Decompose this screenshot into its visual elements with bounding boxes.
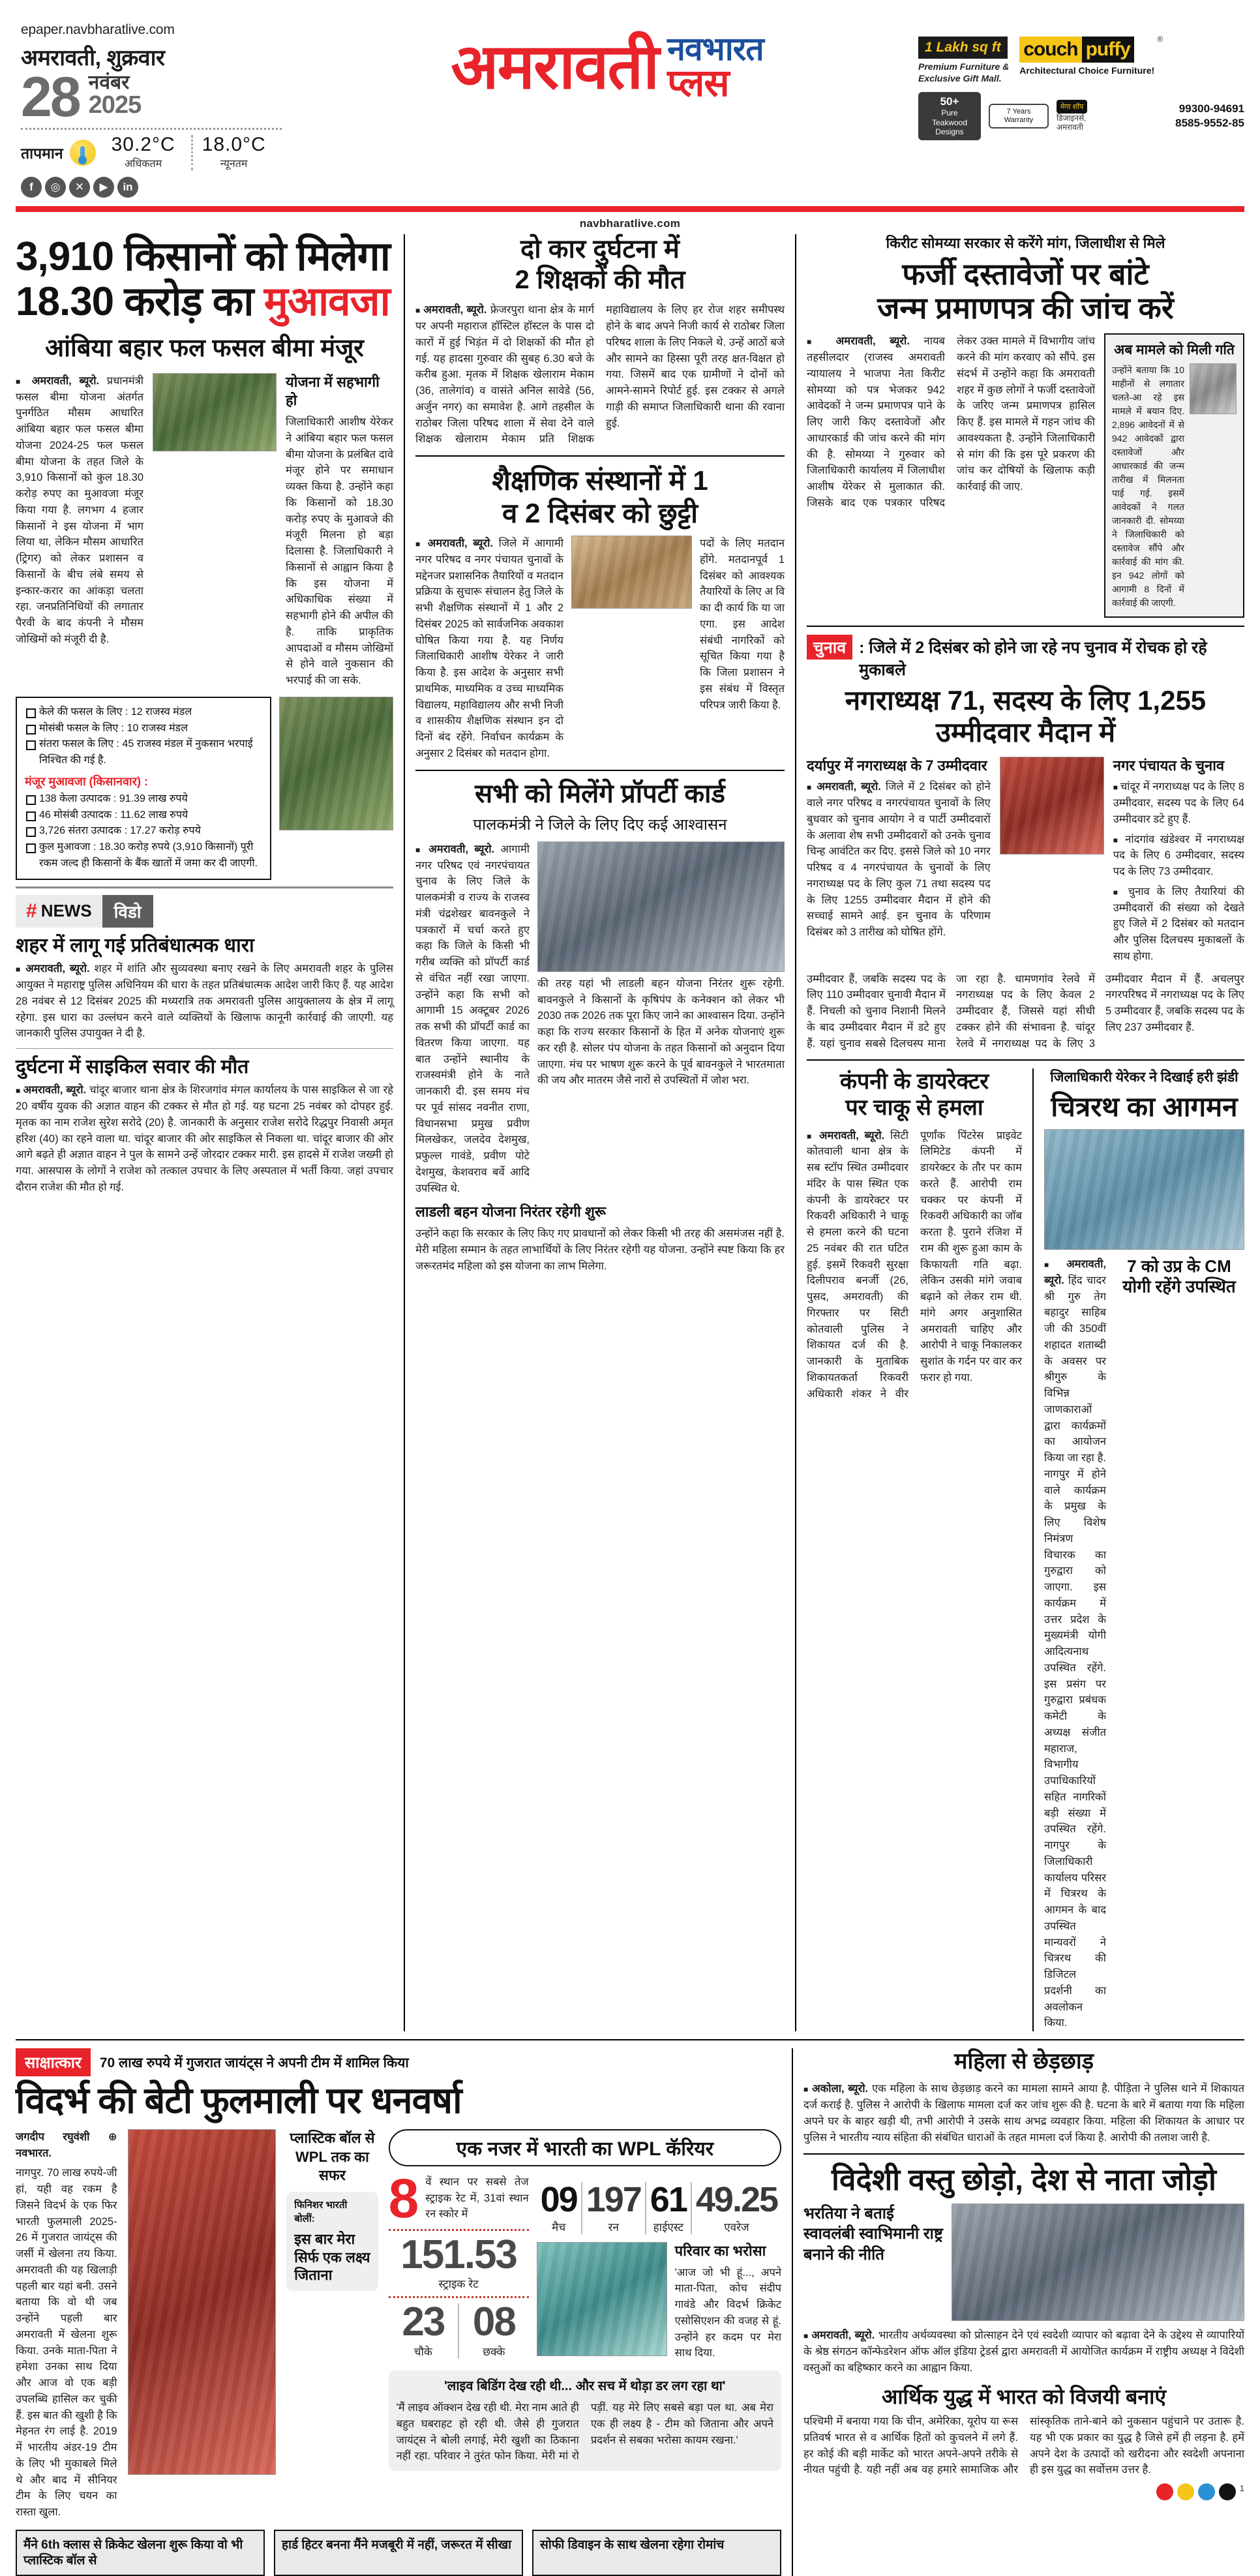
- interview-reporter: जगदीप रघुवंशी ⊕ नवभारत.: [16, 2130, 117, 2159]
- interview-band: [16, 2048, 781, 2076]
- interview-sidebox-sub: फिनिशर भारती बोलीं:: [294, 2199, 348, 2225]
- lead-side-col: [286, 373, 393, 689]
- section-divider: [415, 455, 785, 457]
- date-year: 2025: [88, 91, 142, 119]
- wpl-family-textcol: [675, 2242, 781, 2361]
- wpl-sixes-label: छक्के: [483, 2346, 505, 2359]
- lead-side-head: योजना में सहभागी हो: [286, 373, 380, 409]
- ad-phone-1[interactable]: 99300-94691: [1178, 102, 1244, 115]
- city-and-day: अमरावती, शुक्रवार: [21, 46, 165, 70]
- wpl-matches: 09: [540, 2179, 577, 2219]
- youtube-icon[interactable]: ▶: [93, 177, 114, 198]
- story-holiday-head: [415, 464, 785, 529]
- story-property-head: सभी को मिलेंगे प्रॉपर्टी कार्ड: [475, 779, 725, 808]
- sidebox-head: अब मामले को मिली गति: [1114, 342, 1235, 358]
- story-swadeshi-row: [803, 2204, 1244, 2321]
- section-divider: [807, 626, 1244, 627]
- interview-section: [16, 2048, 792, 2576]
- lower-section-divider: [16, 2039, 1244, 2040]
- story-knifeattack-head: [807, 1068, 1022, 1121]
- brand-couch: couch: [1019, 37, 1081, 63]
- infobox-list-1: [25, 705, 262, 769]
- ad-phone-numbers[interactable]: [1095, 102, 1244, 130]
- wpl-highest: 61: [650, 2179, 687, 2219]
- compensation-infobox: [16, 697, 271, 880]
- ad-dg-block: [1057, 100, 1087, 132]
- story-property-body3: की तरह यहां भी लाडली बहन योजना निरंतर शुरू रहेगी. बावनकुले ने किसानों के कृषिपंप के कनेक्शन को लेकर भी 2030 तक 2026 तक पूरा किए जाने का आश्वासन दिया. उन्होंने कहा कि राज्य सरकार किसानों के हित में अनेक योजनाएं शुरू कर रही है. सोलर पंप योजना के तहत किसानों को अनुदान दिया जाएगा. मंच पर भाषण शुरू करने के पूर्व बावनकुले ने भारतमाता की जय और मातरम जैसे नारों से उपस्थितों में जोश भरा.: [537, 977, 785, 1087]
- cricketer-batting-photo: [128, 2129, 277, 2475]
- lead-subhead: आंबिया बहार फल फसल बीमा मंजूर: [45, 334, 364, 362]
- temp-min-label: न्यूनतम: [220, 159, 248, 170]
- wpl-left-stats: [388, 2167, 529, 2361]
- interview-sidebox-quote: इस बार मेरा सिर्फ एक लक्ष्य जिताना: [294, 2231, 370, 2284]
- story-ladli-sub: लाडली बहन योजना निरंतर रहेगी शुरू: [415, 1204, 606, 1220]
- masthead: [16, 0, 1244, 202]
- election-tagband: [807, 635, 1244, 680]
- reg-dot-cyan: [1198, 2483, 1215, 2500]
- story-property-copy: आगामी नगर परिषद एवं नगरपंचायत चुनाव के लिए जिले के पालकमंत्री व राज्य के राजस्व मंत्री चंद्रशेखर बावनकुले ने पत्रकारों में चर्चा करते हुए कहा कि जिले के किसी भी गरीब व्यक्ति को प्रॉपर्टी कार्ड से वंचित नहीं रखा जाएगा. उन्होंने कहा कि सभी को आगामी 15 अक्टूबर 2026 तक सभी की प्रॉपर्टी कार्ड का वितरण किया जाएगा. यह बात उन्होंने स्थानीय के राजस्वमंत्री होने के नाते जानकारी दी. इस समय मंच पर पूर्व सांसद नवनीत राणा, विधानसभा प्रमुख प्रवीण मिलखेकर, जलदेव देशमुख, प्रफुल्ल गावंडे, प्रवीण पोटे देशमुख, केशवराव बर्वे आदि उपस्थित थे.: [415, 843, 530, 1194]
- story-property-byline: ■ अमरावती, ब्यूरो.: [415, 843, 494, 855]
- date-day: 28: [21, 65, 80, 129]
- wpl-dot-divider: [389, 2229, 529, 2231]
- column-right: [795, 234, 1244, 2031]
- date-month-year: [89, 73, 142, 121]
- registered-icon: ®: [1157, 35, 1163, 44]
- masthead-logo: [296, 22, 918, 104]
- linkedin-icon[interactable]: in: [117, 177, 138, 198]
- election-tag: चुनाव: [807, 635, 852, 659]
- wpl-title: एक नजर में भारती का WPL कॅरियर: [389, 2129, 781, 2166]
- story-knifeattack-byline: ■ अमरावती, ब्यूरो.: [807, 1130, 884, 1142]
- interview-row: [16, 2129, 781, 2521]
- logo-plus: प्लस: [667, 61, 729, 104]
- wpl-highest-label: हाईएस्ट: [653, 2220, 684, 2234]
- story-molest-head: महिला से छेड़छाड़: [954, 2049, 1094, 2074]
- chitrath-chariot-photo: [1044, 1129, 1244, 1250]
- wpl-bidding-quote: [389, 2371, 781, 2471]
- story-swadeshi-sub: भरतिया ने बताई स्वावलंबी स्वाभिमानी राष्ट्र बनाने की नीति: [803, 2205, 943, 2264]
- ad-bottom-row: [918, 92, 1244, 140]
- wpl-average: 49.25: [695, 2179, 778, 2219]
- story-prohibition-head: शहर में लागू गई प्रतिबंधात्मक धारा: [16, 934, 254, 956]
- col-c-lower-row: [807, 1068, 1244, 2031]
- ad-subline-1: Premium Furniture &: [918, 61, 1010, 72]
- story-swadeshi-photocol: [952, 2204, 1244, 2321]
- ad-warranty-badge: 7 Years Warranty: [989, 104, 1049, 129]
- ad-badge-text: Pure Teakwood Designs: [931, 108, 968, 137]
- wpl-stats-row: [388, 2167, 782, 2361]
- story-prohibition-byline: ■ अमरावती, ब्यूरो.: [16, 963, 90, 975]
- footnote-2-head: हार्ड हिटर बनना मैंने मजबूरी में नहीं, जरूरत में सीखा: [282, 2538, 512, 2552]
- interview-tag: साक्षात्कार: [16, 2048, 91, 2076]
- player-with-mother-photo: [537, 2242, 667, 2356]
- brand-puffy: puffy: [1082, 37, 1134, 63]
- masthead-red-rule: [16, 206, 1244, 212]
- ad-lakh-badge: 1 Lakh sq ft: [918, 37, 1008, 59]
- interview-strap: 70 लाख रुपये में गुजरात जायंट्स ने अपनी टीम में शामिल किया: [99, 2055, 409, 2070]
- story-birthcert-body: [807, 333, 1095, 511]
- wpl-stats-section: [389, 2129, 781, 2521]
- lead-headline-line1: 3,910 किसानों को मिलेगा: [16, 234, 390, 279]
- story-property-row: [415, 841, 785, 1197]
- story-cm-byline: ■ अमरावती, ब्यूरो.: [1044, 1258, 1106, 1286]
- wpl-family-row: [537, 2242, 781, 2361]
- story-divider: [16, 1048, 393, 1049]
- masthead-advertisement[interactable]: [918, 22, 1244, 140]
- ad-phone-2[interactable]: 8585-9552-85: [1175, 116, 1244, 129]
- story-holiday-row: [415, 536, 785, 762]
- logo-amravati: अमरावती: [451, 32, 659, 102]
- wpl-matches-label: मैच: [552, 2220, 566, 2234]
- election-head: नगराध्यक्ष 71, सदस्य के लिए 1,255 उम्मीदवार मैदान में: [845, 684, 1207, 748]
- story-property-body: [415, 841, 530, 1197]
- orchard-photo: [153, 373, 277, 451]
- story-property-sub: पालकमंत्री ने जिले के लिए दिए कई आश्वासन: [473, 815, 727, 834]
- wpl-runs-cell: [581, 2179, 645, 2234]
- story-cm-col1: [1044, 1256, 1106, 2031]
- story-holiday-head-l1: शैक्षणिक संस्थानों में 1: [492, 465, 708, 496]
- ad-badge-number: 50+: [940, 95, 959, 108]
- lead-side-body: जिलाधिकारी आशीष येरेकर ने आंबिया बहार फल फसल बीमा योजना के प्रलंबित दावे मंजूर होने पर समाधान व्यक्त किया है. उन्होंने कहा कि किसानों को 18.30 करोड़ रुपए के मुआवजे की मंजूरी मिलना हो बड़ा दिलासा है. जिलाधिकारी ने किसानों से आह्वान किया है कि इस योजना में अधिकाधिक संख्या में सहभागी होने की अपील की है. ताकि प्राकृतिक आपदाओं व मौसम जोखिमों से होने वाले नुकसान की भरपाई की जा सके.: [286, 416, 393, 687]
- wpl-fours-cell: [389, 2299, 458, 2359]
- election-row: [807, 757, 1244, 965]
- story-holiday-photocol: [571, 536, 692, 762]
- wpl-dot-divider: [389, 2296, 529, 2298]
- story-birthcert-textcol: [807, 333, 1095, 617]
- story-molest-copy: एक महिला के साथ छेड़छाड़ करने का मामला सामने आया है. पीड़िता ने पुलिस थाने में शिकायत दर्ज कराई है. पुलिस ने आरोपी के खिलाफ मामला दर्ज कर जांच शुरू की है. घटना के बारे में बताया गया कि महिला अपने घर के बाहर खड़ी थी, तभी आरोपी ने उसके साथ अभद्र व्यवहार किया. महिला की शिकायत के आधार पर पुलिस ने भारतीय न्याय संहिता की संबंधित धाराओं के तहत मामला दर्ज किया है. आरोपी की तलाश जारी है.: [803, 2083, 1244, 2144]
- ad-tagline: Architectural Choice Furniture!: [1019, 65, 1155, 76]
- interview-footnotes: [16, 2530, 781, 2576]
- story-holiday-col3: [700, 536, 785, 762]
- couchpuffy-logo: [1019, 35, 1163, 63]
- story-molest-body: [803, 2081, 1244, 2145]
- wpl-right-stats: [537, 2174, 781, 2361]
- lead-body-text: [16, 373, 143, 648]
- temperature-max: [102, 135, 185, 170]
- story-caraccident-byline: ■ अमरावती, ब्यूरो.: [415, 304, 487, 316]
- story-caraccident-head-l2: 2 शिक्षकों की मौत: [515, 265, 685, 295]
- wpl-strike-rate: 151.53: [400, 2232, 517, 2277]
- story-swadeshi-copy: भारतीय अर्थव्यवस्था को प्रोत्साहन देने एवं स्वदेशी व्यापार को बढ़ावा देने के उद्देश्य से व्यापारियों के श्रेष्ठ संगठन कॉन्फेडरेशन ऑफ ऑल इंडिया ट्रेडर्स द्वारा अमरावती में आयोजित कार्यक्रम में राष्ट्रीय अध्यक्ष ने विदेशी वस्तुओं का बहिष्कार करने का आह्वान किया.: [803, 2329, 1244, 2374]
- sidebox-row: [1112, 363, 1237, 610]
- reg-dot-red: [1156, 2483, 1173, 2500]
- news-video-tab[interactable]: [16, 895, 153, 928]
- politician-portrait-photo: [1190, 363, 1237, 414]
- site-url-bar[interactable]: navbharatlive.com: [579, 217, 681, 230]
- story-knifeattack-copy: सिटी कोतवाली थाना क्षेत्र के सब स्टॉप स्थित उम्मीदवार मंदिर के पास स्थित एक कंपनी के डायरेक्टर पर रिकवरी अधिकारी ने चाकू से हमला करने की घटना 25 नवंबर की रात घटित हुई. इसमें रिकवरी सुरक्षा दिलीपराव बनर्जी (26, पुसद, अमरावती) की गिरफ्तार पर सिटी कोतवाली पुलिस ने शिकायत दर्ज की है. जानकारी के मुताबिक शिकायतकर्ता रिकवरी अधिकारी शंकर ने वीर पूर्णांक पिंटरेस प्राइवेट लिमिटेड कंपनी में डायरेक्टर के तौर पर काम करते हैं. आरोपी राम चक्कर पर कंपनी में रिकवरी अधिकारी का जॉब करता है. पुराने रंजिश में राम की शुरू हुआ काम के किफायती गति बढ़ा. लेकिन उसकी मांगे जवाब बढ़ाने को लेकर राम थी. मांगे अगर अनुशासित अमरावती चाहिए और आरोपी ने चाकू निकालकर सुशांत के गर्दन पर वार कर फरार हो गया.: [807, 1129, 1022, 1400]
- election-col1: [807, 757, 991, 965]
- story-swadeshi-byline: ■ अमरावती, ब्यूरो.: [803, 2329, 875, 2341]
- interview-sidebox-col: [286, 2129, 378, 2521]
- story-cm-head: 7 को उप्र के CM योगी रहेंगे उपस्थित: [1122, 1256, 1236, 1296]
- lead-body-row: [16, 373, 393, 689]
- story-cyclist-copy: चांदूर बाजार थाना क्षेत्र के शिरजगांव मंगल कार्यालय के पास साइकिल से जा रहे 20 वर्षीय युवक की अज्ञात वाहन की टक्कर से मौत हो गई. यह घटना 25 नवंबर को दोपहर हुई. मृतक का नाम राजेश सुरेश सरोदे (20) है. जानकारी के अनुसार राजेश सरोदे रिद्धपुर निवासी अमृत हरिश (40) का रहने वाला था. चांदूर बाजार की ओर साइकिल से निकला था. चांदूर बाजार की ओर आगे बढ़ते ही अज्ञात वाहन ने पुल के सामने उन्हें जोरदार टक्कर मारी. इस हादसे में राजेश जख्मी हो गया. आसपास के लोगों ने राजेश को तत्काल उपचार के लिए अस्पताल में भर्ती किया. जहां उपचार दौरान राजेश की मौत हो गई.: [16, 1084, 393, 1193]
- wpl-highest-cell: [645, 2179, 691, 2234]
- election-col3: [1113, 757, 1244, 965]
- instagram-icon[interactable]: ◎: [45, 177, 66, 198]
- ad-chip: मेगा शॉप: [1057, 100, 1087, 114]
- wpl-fours: 23: [402, 2299, 445, 2345]
- temperature-label: तापमान: [21, 145, 63, 162]
- minister-felicitation-photo: [537, 841, 785, 972]
- story-cm-copy: हिंद चादर श्री गुरु तेग बहादुर साहिब जी की 350वीं शहादत शताब्दी के अवसर पर श्रीगुरु के विभिन्न जाणकाराओं द्वारा कार्यक्रमों का आयोजन किया जा रहा है. नागपुर में होने वाले कार्यक्रम के प्रमुख के लिए विशेष निमंत्रण विचारक का गुरुद्वारा को जाएगा. इस कार्यक्रम में उत्तर प्रदेश के मुख्यमंत्री योगी आदित्यनाथ उपस्थित रहेंगे. इस प्रसंग पर गुरुद्वारा प्रबंधक कमेटी के अध्यक्ष संजीत महाराज, विभागीय उपाधिकारियों सहित नागरिकों बड़ी संख्या में उपस्थित रहेंगे. नागपुर के जिलाधिकारी कार्यालय परिसर में चित्ररथ के आगमन के बाद उपस्थित मान्यवरों ने चित्ररथ की डिजिटल प्रदर्शनी का अवलोकन किया.: [1044, 1274, 1106, 2029]
- infobox-item: केले की फसल के लिए : 12 राजस्व मंडल: [25, 705, 262, 721]
- story-holiday-body2: पदों के लिए मतदान होंगे. मतदानपूर्व 1 दिसंबर को आवश्यक तैयारियों के लिए अ वि का दी कार्य कि या जा एगा. इस आदेश संबंधी नागरिकों को सूचित किया गया है कि जिला प्रशासन ने इस संबंध में विस्तृत परिपत्र जारी किया है.: [700, 538, 785, 711]
- temperature-min: [191, 135, 275, 170]
- ad-dg-line2: अमरावती: [1057, 123, 1083, 132]
- column-left: [16, 234, 404, 2031]
- interview-body: नागपुर. 70 लाख रुपये-जी हां, यही वह रकम है जिसने विदर्भ के एक फिर भारती फुलमाली 2025-26 में गुजरात जायंट्स की जर्सी में खेलना तय किया. अमरावती की यह खिलाड़ी पहली बार यहां बनी. उसने बताया कि वो थी जब उन्होंने पहली बार अमरावती में खेलना शुरू किया. उनके माता-पिता ने हमेशा उनका साथ दिया और आज वो एक बड़ी उपलब्धि हासिल कर चुकी हैं. इस बात की खुशी है कि मेहनत रंग लाई है. 2019 में भारतीय अंडर-19 टीम के लिए भी मुकाबले मिले थे और बाद में सीनियर टीम के लिए चयन का रास्ता खुला.: [16, 2167, 117, 2519]
- lead-photo-col: [153, 373, 277, 689]
- wpl-career-stats: [537, 2179, 781, 2234]
- infobox-item: संतरा फसल के लिए : 45 राजस्व मंडल में नुकसान भरपाई निश्चित की गई है.: [25, 736, 262, 769]
- story-caraccident-head: [415, 234, 785, 295]
- wpl-sixes-cell: [458, 2299, 529, 2359]
- story-holiday-copy: जिले में आगामी नगर परिषद व नगर पंचायत चुनावों के मद्देनजर प्रशासनिक तैयारियों व मतदान प्रक्रिया के सुचारू संचालन हेतु जिले के सभी शैक्षणिक संस्थानों में 1 और 2 दिसंबर 2025 को सार्वजनिक अवकाश घोषित किया गया है. यह निर्णय जिलाधिकारी आशीष येरेकर ने जारी किया है. इस आदेश के अनुसार सभी प्राथमिक, माध्यमिक व उच्च माध्यमिक विद्यालय, महाविद्यालय और सभी निजी व शासकीय शैक्षणिक संस्थान इन दो दिनों बंद रहेंगे. निर्वाचन कार्यक्रम के अनुसार 2 दिसंबर को मतदान होगा.: [415, 538, 563, 759]
- temp-max-label: अधिकतम: [125, 159, 162, 170]
- tab-video[interactable]: विडो: [102, 895, 153, 928]
- story-property-textcol: [415, 841, 530, 1197]
- story-caraccident-copy: फ्रेजरपुरा थाना क्षेत्र के मार्ग पर अपनी महाराज हॉस्टिल हॉस्टल के पास दो कारों में हुई भिड़ंत में दो शिक्षकों की मौत हो गई. यह हादसा गुरुवार की सुबह 6.30 बजे के करीब हुआ. मृतक में शिक्षक खेलाराम मेकाम (36, तालेगांव) व वासंते अनिल सावेडे (56, अर्जुन नगर) का समावेश है. आगे तहसील के राठोबर जिला परिषद शाला में सेवा देने वाले शिक्षक खेलाराम मेकाम प्रति शिक्षक महाविद्यालय के लिए हर रोज शहर समीपस्थ होने के बाद अपने निजी कार्य से राठोबर जिला परिषद शाला के लिए निकले थे. उन्हें आठों बजे और सामने का हिस्सा पूरी तरह क्षत-विक्षत हो गया. जिसमें बाद एक ग्रामीणों ने दोनों को आमने-सामने रिपोर्ट हुई. इस टक्कर से अगले गाड़ी की समाप्त जिलाधिकारी थाना की रवाना हुई.: [415, 304, 785, 446]
- temperature-row: [21, 135, 296, 170]
- election-sub2: नगर पंचायत के चुनाव: [1113, 757, 1225, 774]
- interview-photocol: [128, 2129, 277, 2521]
- reg-dot-yellow: [1177, 2483, 1194, 2500]
- wpl-runs-label: रन: [608, 2220, 619, 2234]
- wpl-rank-number: 8: [388, 2167, 419, 2229]
- color-registration-strip: [803, 2478, 1244, 2506]
- story-knifeattack-head-l2: पर चाकू से हमला: [845, 1095, 983, 1121]
- wpl-rank-row: [388, 2167, 529, 2229]
- lower-column-right: [792, 2048, 1244, 2576]
- wpl-runs: 197: [586, 2179, 641, 2219]
- wpl-family-photocol: [537, 2242, 667, 2361]
- election-byline: ■ अमरावती, ब्यूरो.: [807, 781, 881, 793]
- story-knifeattack-body: [807, 1128, 1022, 1402]
- column-middle: [404, 234, 795, 2031]
- banana-photo-wrap: [279, 697, 393, 880]
- sidebox-body: उन्होंने बताया कि 10 माहीनों से लगातार चलते-आ रहे इस मामले में बयान दिए. 2,896 आवेदनों में से 942 आवेदकों द्वारा दस्तावेजों और आधारकार्ड की जन्म तारीख में मिलनता पाई गई. इसमें आवेदकों ने गलत जानकारी दी. सोमय्या ने जिलाधिकारी को दस्तावेज सौंपे और कार्रवाई की मांग की. इन 942 लोगों को आगामी 8 दिनों में कार्रवाई की जाएगी.: [1112, 364, 1184, 608]
- voting-finger-illustration: [1000, 757, 1104, 855]
- story-chitrath-head: चित्ररथ का आगमन: [1051, 1091, 1238, 1122]
- story-swadeshi-subcol: [803, 2204, 944, 2321]
- main-columns: [16, 234, 1244, 2031]
- election-kicker: : जिले में 2 दिसंबर को होने जा रहे नप चुनाव में रोचक हो रहे मुकाबले: [859, 638, 1207, 679]
- story-cyclist-byline: ■ अमरावती, ब्यूरो.: [16, 1084, 86, 1096]
- date-row: [21, 65, 296, 129]
- story-knifeattack-head-l1: कंपनी के डायरेक्टर: [839, 1069, 989, 1095]
- footnote-3: [532, 2530, 781, 2576]
- wpl-fours-label: चौके: [413, 2346, 432, 2359]
- social-links[interactable]: [21, 177, 296, 198]
- wpl-family-body: 'आज जो भी हूं..., अपने माता-पिता, कोच संदीप गावंडे और विदर्भ क्रिकेट एसोसिएशन की वजह से हूं. उन्होंने हर कदम पर मेरा साथ दिया.: [674, 2266, 782, 2359]
- hash-icon: #: [26, 900, 37, 922]
- story-cm-col2: [1114, 1256, 1244, 2031]
- election-bullet: ■ नांदगांव खंडेश्वर में नगराध्यक्ष पद के लिए 6 उम्मीदवार, सदस्य पद के लिए 73 उम्मीदवार.: [1113, 832, 1244, 880]
- story-knifeattack-block: [807, 1068, 1022, 2031]
- story-birthcert-sidebox: [1104, 333, 1244, 617]
- wpl-quote-head: 'लाइव बिडिंग देख रही थी... और सच में थोड़ा डर लग रहा था': [444, 2379, 726, 2394]
- election-bullet: ■ चुनाव के लिए तैयारियां की उम्मीदवारों की संख्या को देखते हुए जिले में 2 दिसंबर को मतदान और पुलिस दिलचस्प मुकाबलों के साथ होगा.: [1113, 884, 1244, 965]
- school-children-photo: [571, 536, 692, 609]
- lead-headline-line2a: 18.30 करोड़ का: [16, 279, 264, 325]
- logo-navbharat-plus: [667, 31, 764, 104]
- wpl-strike-rate-label: स्ट्राइक रेट: [438, 2278, 479, 2291]
- election-copy1: जिले में 2 दिसंबर को होने वाले नगर परिषद व नगरपंचायत चुनावों के लिए बुधवार को चुनाव आयोग ने व पार्टी उम्मीदवारों के अलावा शेष सभी उम्मीदवारों को उनके चुनाव चिन्ह आवंटित कर दिए. इससे जिले को 10 नगर परिषद व 4 नगरपंचायत के चुनावों के लिए नगराध्यक्ष पद के लिए कुल 71 तथा सदस्य पद के लिए 1255 उम्मीदवार मैदान में होने की सच्चाई सामने आई. इन चुनाव के परिणाम दिसंबर को 3 तारीख को घोषित होंगे.: [807, 781, 991, 939]
- footnote-1: [16, 2530, 265, 2576]
- masthead-left: [16, 22, 296, 198]
- lower-columns: [16, 2048, 1244, 2576]
- story-birthcert-byline: ■ अमरावती, ब्यूरो.: [807, 335, 910, 347]
- wpl-boundaries-row: [389, 2299, 529, 2359]
- story-property-photocol: [537, 841, 785, 1197]
- footnote-2: [274, 2530, 523, 2576]
- ad-dg-line1: डिजाइनर्स,: [1057, 113, 1087, 123]
- story-birthcert-head-l2: जन्म प्रमाणपत्र की जांच करें: [877, 291, 1174, 326]
- ad-subline-2: Exclusive Gift Mall.: [918, 72, 1002, 83]
- interview-textcol: [16, 2129, 117, 2521]
- page-number: 1: [1239, 2483, 1244, 2494]
- lead-headline: [16, 234, 393, 325]
- ad-top-row: [918, 37, 1244, 84]
- tab-news-label: NEWS: [40, 901, 92, 921]
- story-birthcert-row: [807, 333, 1244, 617]
- story-molest-byline: ■ अकोला, ब्यूरो.: [803, 2083, 868, 2095]
- reg-dot-black: [1219, 2483, 1236, 2500]
- election-bullets: [1113, 779, 1244, 964]
- story-cyclist-body: [16, 1082, 393, 1195]
- story-caraccident-body: [415, 302, 785, 447]
- logo-navbharat: नवभारत: [667, 31, 764, 67]
- thermometer-icon: [70, 140, 96, 166]
- footnote-3-head: सोफी डिवाइन के साथ खेलना रहेगा रोमांच: [540, 2538, 725, 2552]
- temp-min-value: 18.0°C: [202, 134, 266, 155]
- facebook-icon[interactable]: f: [21, 177, 42, 198]
- story-birthcert-head-l1: फर्जी दस्तावेजों पर बांटे: [902, 256, 1149, 291]
- story-holiday-body: [415, 536, 563, 762]
- temp-max-value: 30.2°C: [111, 134, 175, 155]
- wpl-sixes: 08: [472, 2299, 515, 2345]
- story-holiday-head-l2: व 2 दिसंबर को छुट्टी: [502, 497, 698, 528]
- story-birthcert-head: [807, 257, 1244, 326]
- section-divider: [803, 2153, 1244, 2155]
- lead-byline: ■ अमरावती, ब्यूरो.: [16, 375, 99, 387]
- story-swadeshi-body: [803, 2327, 1244, 2376]
- infobox-title-2: मंजूर मुआवजा (किसानवार) :: [25, 775, 148, 788]
- ad-brand-block: [1019, 35, 1163, 76]
- story-cyclist-head: दुर्घटना में साइकिल सवार की मौत: [16, 1056, 249, 1078]
- traders-meeting-photo: [952, 2204, 1244, 2321]
- story-holiday-byline: ■ अमरावती, ब्यूरो.: [415, 538, 493, 549]
- election-sub1: दर्यापुर में नगराध्यक्ष के 7 उम्मीदवार: [807, 757, 987, 774]
- date-month: नवंबर: [88, 72, 130, 93]
- story-econwar-body: पश्चिमी में बनाया गया कि चीन, अमेरिका, यूरोप या रूस प्रतिवर्ष भारत से व आर्थिक हितों को कुचलने में लगे हैं. हर कोई की बड़ी मार्केट को भारत अपने-अपने तरीके से नीयत पहुंची है. यही नहीं अब वह हमारे सामाजिक और सांस्कृतिक ताने-बाने को नुकसान पहुंचाने पर उतारू है. यह भी एक प्रकार का युद्ध है जिसे हमें ही लड़ना है. हमें अपने देश के उत्पादों को खरीदना और स्वदेशी अपनाना ही इस युद्ध का सर्वोत्तम उत्तर है.: [803, 2416, 1244, 2476]
- story-swadeshi-head: विदेशी वस्तु छोड़ो, देश से नाता जोड़ो: [832, 2162, 1216, 2197]
- story-cm-row: [1044, 1256, 1244, 2031]
- column-divider: [16, 886, 393, 888]
- interview-sidebox-head: प्लास्टिक बॉल से WPL तक का सफर: [290, 2129, 375, 2184]
- wpl-family-head: परिवार का भरोसा: [674, 2242, 766, 2259]
- story-birthcert-copy: नायब तहसीलदार (राजस्व अमरावती न्यायालय ने भाजपा नेता किरीट सोमय्या को पत्र भेजकर 942 आवेदकों ने जन्म प्रमाणपत्र पाने के लिए जारी किए दस्तावेजों और आधारकार्ड की जांच करने की मांग की है. सोमय्या ने गुरुवार को जिलाधिकारी कार्यालय में जिलाधीश आशीष येरेकर से मुलाकात की. जिसके बाद एक पत्रकार परिषद लेकर उक्त मामले में विभागीय जांच करने की मांग करवाए को सौंपे. इस संदर्भ में उन्होंने कहा कि अमरावती शहर में कुछ लोगों ने फर्जी दस्तावेजों के जरिए जन्म प्रमाणपत्र हासिल किए हैं. इस मामले में गहन जांच की आवश्यकता है. उन्होंने जिलाधिकारी से मांग की कि इस पूरे प्रकरण की जांच कर दोषियों के खिलाफ कड़ी कार्रवाई की जाए.: [807, 335, 1095, 509]
- x-twitter-icon[interactable]: ✕: [69, 177, 90, 198]
- wpl-strike-rate-block: [389, 2232, 529, 2292]
- story-birthcert-kicker: किरीट सोमय्या सरकार से करेंगे मांग, जिलाधीश से मिले: [886, 235, 1165, 251]
- story-prohibition-copy: शहर में शांति और सुव्यवस्था बनाए रखने के लिए अमरावती शहर के पुलिस आयुक्त ने महाराष्ट्र पुलिस अधिनियम की धारा के तहत प्रतिबंधात्मक आदेश जारी किए हैं. यह आदेश 28 नवंबर से 12 दिसंबर 2025 की मध्यरात्रि तक अमरावती पुलिस आयुक्तालय के क्षेत्र में लागू रहेगा. इस धारा का उल्लंघन करने वाले व्यक्तियों के खिलाफ कानूनी कार्रवाई की जाएगी. यह जानकारी पुलिस उपायुक्त ने दी है.: [16, 963, 393, 1040]
- election-body2: उम्मीदवार हैं, जबकि सदस्य पद के लिए 110 उम्मीदवार चुनावी मैदान में हैं. निचली को चुनाव निशानी मिलने के बाद उम्मीदवार मैदान में डटे हुए हैं. यहां चुनाव सबसे दिलचस्प माना जा रहा है. धामणगांव रेलवे में नगराध्यक्ष पद के लिए केवल 2 उम्मीदवार हैं, जिससे यहां सीधी टक्कर होने की संभावना है. चांदूर रेलवे में नगराध्यक्ष पद के लिए 3 उम्मीदवार मैदान में हैं. अचलपुर नगरपरिषद में नगराध्यक्ष पद के लिए 5 उम्मीदवार हैं, जबकि सदस्य पद के लिए 237 उम्मीदवार हैं.: [807, 973, 1244, 1050]
- footnote-1-head: मैंने 6th क्लास से क्रिकेट खेलना शुरू किया वो भी प्लास्टिक बॉल से: [23, 2538, 243, 2568]
- wpl-matches-cell: [537, 2179, 581, 2234]
- infobox-row: [16, 697, 393, 880]
- wpl-average-cell: [691, 2179, 781, 2234]
- story-ladli-body: उन्होंने कहा कि सरकार के लिए किए गए प्रावधानों को लेकर किसी भी तरह की असमंजस नहीं है. मेरी महिला सम्मान के तहत लाभार्थियों के लिए निरंतर रहेगी यह योजना. उन्होंने स्पष्ट किया कि हर जरूरतमंद महिला को इस योजना का लाभ मिलेगा.: [415, 1228, 785, 1272]
- infobox-item: 138 केला उत्पादक : 91.39 लाख रुपये: [25, 791, 262, 808]
- story-holiday-textcol: [415, 536, 563, 762]
- story-cm-byline-body: [1044, 1256, 1106, 2031]
- infobox-list-2: [25, 791, 262, 872]
- wpl-rank-text: वें स्थान पर सबसे तेज स्ट्राइक रेट में, 31वां स्थान रन स्कोर में: [425, 2175, 529, 2220]
- epaper-url[interactable]: epaper.navbharatlive.com: [21, 22, 175, 37]
- interview-headline: विदर्भ की बेटी फुलमाली पर धनवर्षा: [16, 2080, 462, 2121]
- lead-headline-line2b: मुआवजा: [263, 279, 390, 325]
- story-chitrath-block: [1032, 1068, 1244, 2031]
- ad-left-block: [918, 37, 1009, 84]
- lead-body-copy: प्रधानमंत्री फसल बीमा योजना अंतर्गत पुनर्गठित मौसम आधारित आंबिया बहार फल फसल बीमा योजना 2024-25 फल फसल बीमा योजना के तहत जिले के 3,910 किसानों को कुल 18.30 करोड़ रुपए का मुआवजा मंजूर किया गया है. लगभग 4 हजार किसानों ने इस योजना में भाग लिया था, लेकिन मौसम आधारित (ट्रिगर) को लेकर प्रशासन व किसानों के बीच लंबे समय से इन्कार-करार का आंकड़ा चलता रहा. जनप्रतिनिधियों की लगातार पैरवी के बाद कंपनी ने मौसम जोखिमों को मंजूरी दी है.: [16, 374, 143, 645]
- election-bullet: ■ चांदूर में नगराध्यक्ष पद के लिए 8 उम्मीदवार, सदस्य पद के लिए 64 उम्मीदवार डटे हुए हैं.: [1113, 779, 1244, 827]
- infobox-item: 46 मोसंबी उत्पादक : 11.62 लाख रुपये: [25, 808, 262, 824]
- section-divider: [415, 770, 785, 771]
- ad-designs-badge: [918, 92, 981, 140]
- story-caraccident-head-l1: दो कार दुर्घटना में: [520, 235, 680, 264]
- infobox-item: मोसंबी फसल के लिए : 10 राजस्व मंडल: [25, 721, 262, 737]
- wpl-quote-body: 'मैं लाइव ऑक्शन देख रही थी. मेरा नाम आते ही बहुत घबराहट हो रही थी. जैसे ही गुजरात जायंट्स ने बोली लगाई, मेरी खुशी का ठिकाना नहीं रहा. परिवार ने तुरंत फोन किया. मेरी मां रो पड़ीं. यह मेरे लिए सबसे बड़ा पल था. अब मेरा एक ही लक्ष्य है - टीम को जिताना और अपने प्रदर्शन से सबका भरोसा कायम रखना.': [396, 2402, 774, 2462]
- lead-body-col1: [16, 373, 143, 689]
- wpl-average-label: एवरेज: [724, 2220, 749, 2234]
- infobox-item: कुल मुआवजा : 18.30 करोड़ रुपये (3,910 किसानों) पूरी रकम जल्द ही किसानों के बैंक खातों में जमा कर दी जाएगी.: [25, 840, 262, 872]
- interview-quotebox: [286, 2192, 378, 2291]
- election-body1: [807, 779, 991, 941]
- story-econwar-head: आर्थिक युद्ध में भारत को विजयी बनाएं: [881, 2385, 1167, 2409]
- tab-news[interactable]: [16, 895, 102, 928]
- story-chitrath-kicker: जिलाधिकारी येरेकर ने दिखाई हरी झंडी: [1050, 1070, 1238, 1085]
- banana-crop-photo: [279, 697, 393, 830]
- election-photocol: [1000, 757, 1104, 965]
- story-prohibition-body: [16, 961, 393, 1042]
- section-divider: [807, 1059, 1244, 1061]
- infobox-item: 3,726 संतरा उत्पादक : 17.27 करोड़ रुपये: [25, 823, 262, 840]
